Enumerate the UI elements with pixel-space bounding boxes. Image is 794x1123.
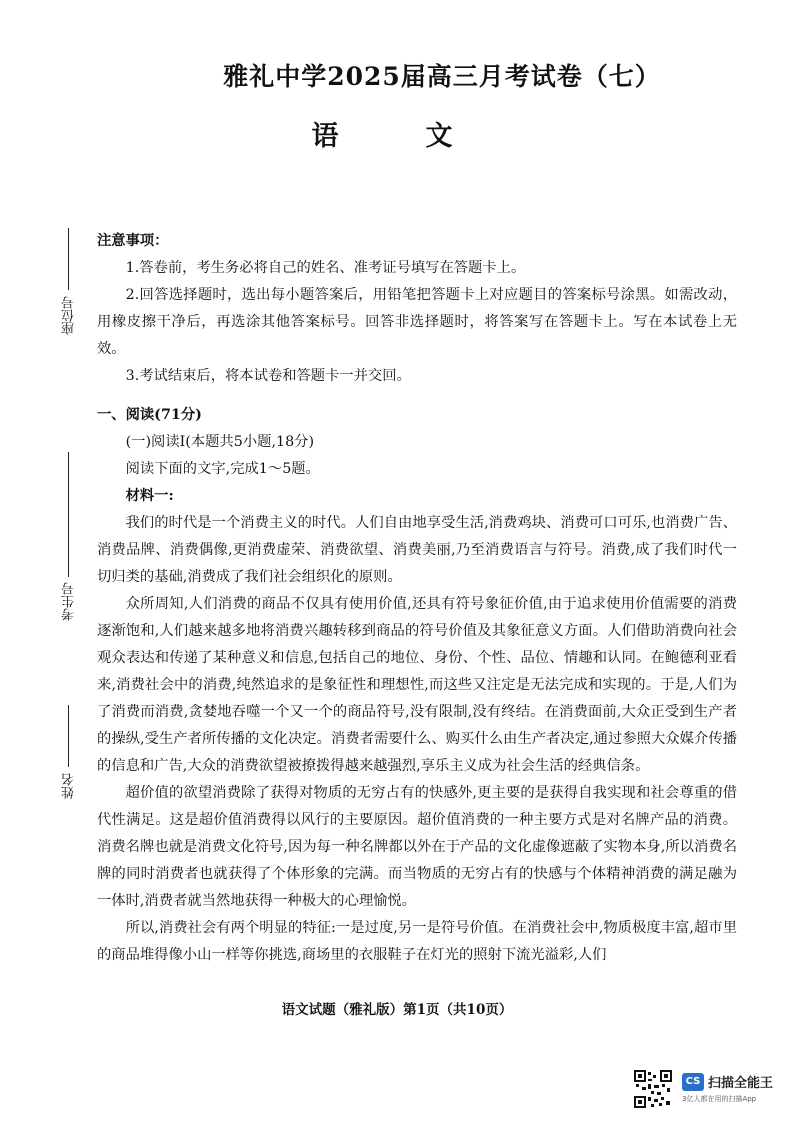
exam-title: 雅礼中学2025届高三月考试卷（七）: [223, 62, 661, 91]
name-label: 姓名: [62, 773, 77, 799]
subject-title: 语 文: [311, 121, 483, 152]
name-field: [56, 705, 82, 805]
notice-heading: 注意事项：: [97, 233, 169, 249]
material-label: 材料一:: [125, 488, 174, 504]
seat-number-field: [56, 228, 82, 353]
notice-item: 1.答卷前，考生务必将自己的姓名、准考证号填写在答题卡上。: [125, 260, 526, 276]
seat-number-label: 座位号: [62, 296, 77, 335]
candidate-number-label: 考生号: [62, 582, 77, 621]
passage-paragraph: 众所周知,人们消费的商品不仅具有使用价值,还具有符号象征价值,由于追求使用价值需要的消费逐渐饱和,人们越来越多地将消费兴趣转移到商品的符号价值及其象征意义方面。人们借助消费向社会观众表达和传递了某种意义和信息,包括自己的地位、身份、个性、品位、情趣和认同。在鲍德利亚看来,消费社会中的消费,纯然追求的是象征性和理想性,而这些又注定是无法完成和实现的。于是,人们为了消费而消费,贪婪地吞噬一个又一个的商品符号,没有限制,没有终结。在消费面前,大众正受到生产者的操纵,受生产者所传播的文化决定。消费者需要什么、购买什么由生产者决定,通过参照大众媒介传播的信息和广告,大众的消费欲望被撩拨得越来越强烈,享乐主义成为社会生活的经典信条。: [97, 596, 737, 774]
passage-paragraph: 所以,消费社会有两个明显的特征:一是过度,另一是符号价值。在消费社会中,物质极度丰富,超市里的商品堆得像小山一样等你挑选,商场里的衣服鞋子在灯光的照射下流光溢彩,人们: [97, 920, 737, 963]
sub-section-heading: (一)阅读Ⅰ(本题共5小题,18分): [125, 434, 315, 450]
reading-instruction: 阅读下面的文字,完成1～5题。: [125, 461, 320, 477]
passage-paragraph: 我们的时代是一个消费主义的时代。人们自由地享受生活,消费鸡块、消费可口可乐,也消费广告、消费品牌、消费偶像,更消费虚荣、消费欲望、消费美丽,乃至消费语言与符号。消费,成了我们时代一切归类的基础,消费成了我们社会组织化的原则。: [97, 515, 737, 585]
notice-item: 3.考试结束后，将本试卷和答题卡一并交回。: [125, 368, 411, 384]
section-heading: 一、阅读(71分): [97, 407, 202, 423]
page-footer: 语文试题（雅礼版）第1页（共10页）: [281, 1002, 513, 1018]
qr-code-icon: [634, 1070, 672, 1108]
scanner-app-name: 扫描全能王: [708, 1076, 774, 1091]
candidate-number-field: [56, 452, 82, 627]
scanner-tagline: 3亿人都在用的扫描App: [682, 1095, 757, 1103]
camscanner-logo-icon: CS: [682, 1073, 704, 1091]
notice-item: 2.回答选择题时，选出每小题答案后，用铅笔把答题卡上对应题目的答案标号涂黑。如需改动，用橡皮擦干净后，再选涂其他答案标号。回答非选择题时，将答案写在答题卡上。写在本试卷上无效。: [97, 287, 737, 357]
exam-body: [97, 228, 737, 969]
passage-paragraph: 超价值的欲望消费除了获得对物质的无穷占有的快感外,更主要的是获得自我实现和社会尊重的借代性满足。这是超价值消费得以风行的主要原因。超价值消费的一种主要方式是对名牌产品的消费。消费名牌也就是消费文化符号,因为每一种名牌都以外在于产品的文化虚像遮蔽了实物本身,所以消费名牌的同时消费者也就获得了个体形象的完满。而当物质的无穷占有的快感与个体精神消费的满足融为一体时,消费者就当然地获得一种极大的心理愉悦。: [97, 785, 737, 909]
